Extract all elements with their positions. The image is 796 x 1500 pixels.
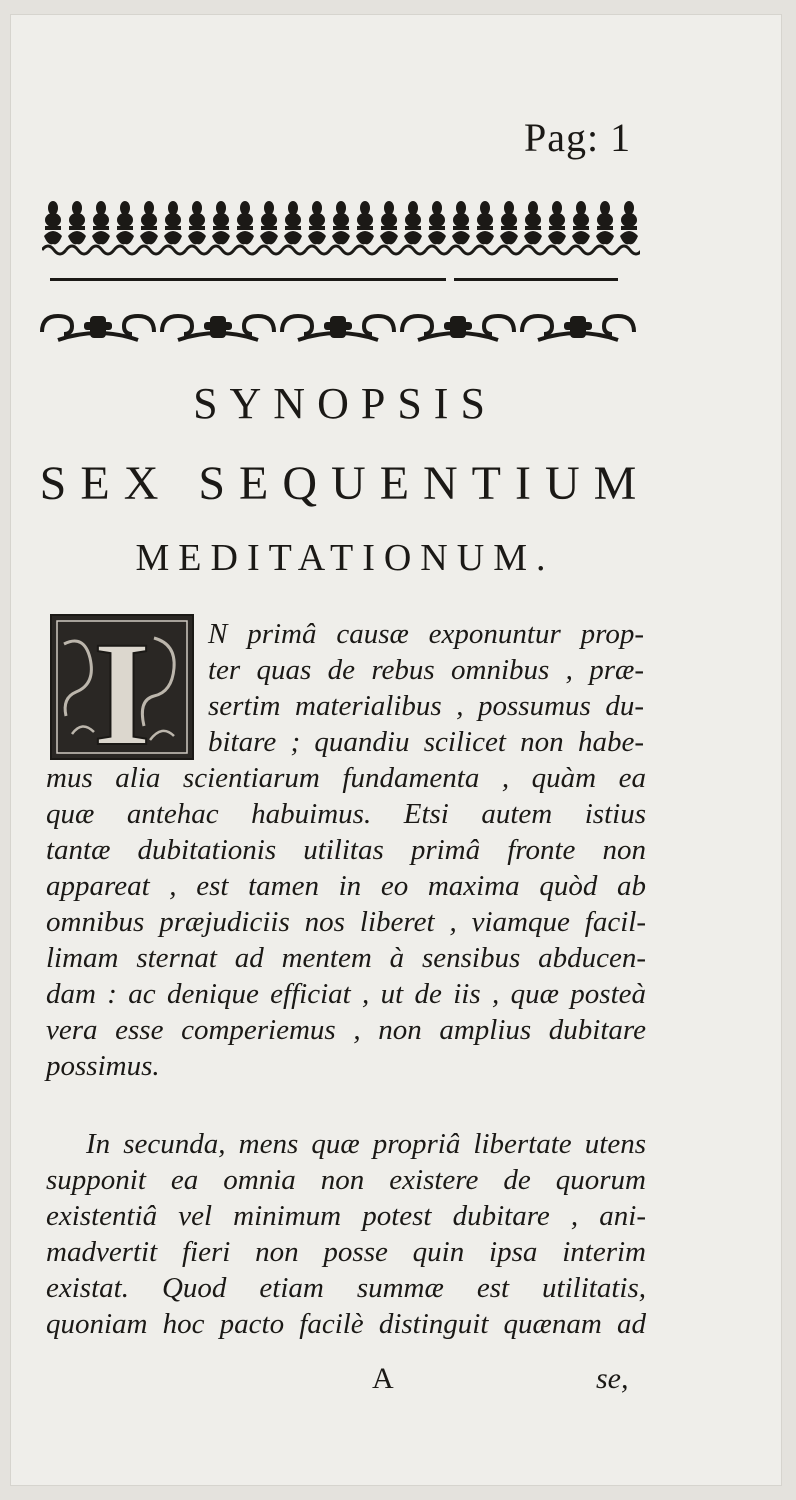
text-line: limam sternat ad mentem à sensibus abducen- [46,942,646,974]
text-line: N primâ causæ exponuntur prop- [208,618,644,650]
catchword: se, [596,1362,629,1395]
text-line: madvertit fieri non posse quin ipsa interim [46,1236,646,1268]
drop-cap-letter: I [92,614,152,760]
signature-mark: A [372,1362,394,1395]
title-line-sex-sequentium: SEX SEQUENTIUM [39,457,651,510]
paragraph-2 [46,1126,646,1342]
text-line: vera esse comperiemus , non amplius dubitare [46,1014,646,1046]
text-line: sertim materialibus , possumus du- [208,690,644,722]
text-line: supponit ea omnia non existere de quorum [46,1164,646,1196]
text-line: ter quas de rebus omnibus , præ- [208,654,644,686]
title-line-meditationum: MEDITATIONUM. [135,537,555,579]
paragraph-1-beside-initial [208,616,644,760]
text-line-last: possimus. [46,1050,160,1082]
paragraph-1-continued [46,760,646,1084]
decorated-drop-cap-initial [50,614,194,760]
text-line: existat. Quod etiam summæ est utilitatis, [46,1272,646,1304]
book-page [10,14,782,1486]
text-line: tantæ dubitationis utilitas primâ fronte non [46,834,646,866]
scroll-ornament-band [38,306,642,350]
text-line: appareat , est tamen in eo maxima quòd ab [46,870,646,902]
fleuron-headpiece-ornament [42,200,640,264]
text-line: dam : ac denique efficiat , ut de iis , quæ posteà [46,978,646,1010]
text-line: bitare ; quandiu scilicet non habe- [208,726,644,758]
page-number: Pag: 1 [524,115,632,160]
double-rule-divider [50,276,618,284]
text-line: omnibus præjudiciis nos liberet , viamque facil- [46,906,646,938]
text-line: mus alia scientiarum fundamenta , quàm ea [46,762,646,794]
text-line: quæ antehac habuimus. Etsi autem istius [46,798,646,830]
title-line-synopsis: SYNOPSIS [193,379,497,428]
text-line: In secunda, mens quæ propriâ libertate utens [86,1128,646,1160]
text-line: quoniam hoc pacto facilè distinguit quænam ad [46,1308,646,1340]
text-line: existentiâ vel minimum potest dubitare , ani- [46,1200,646,1232]
